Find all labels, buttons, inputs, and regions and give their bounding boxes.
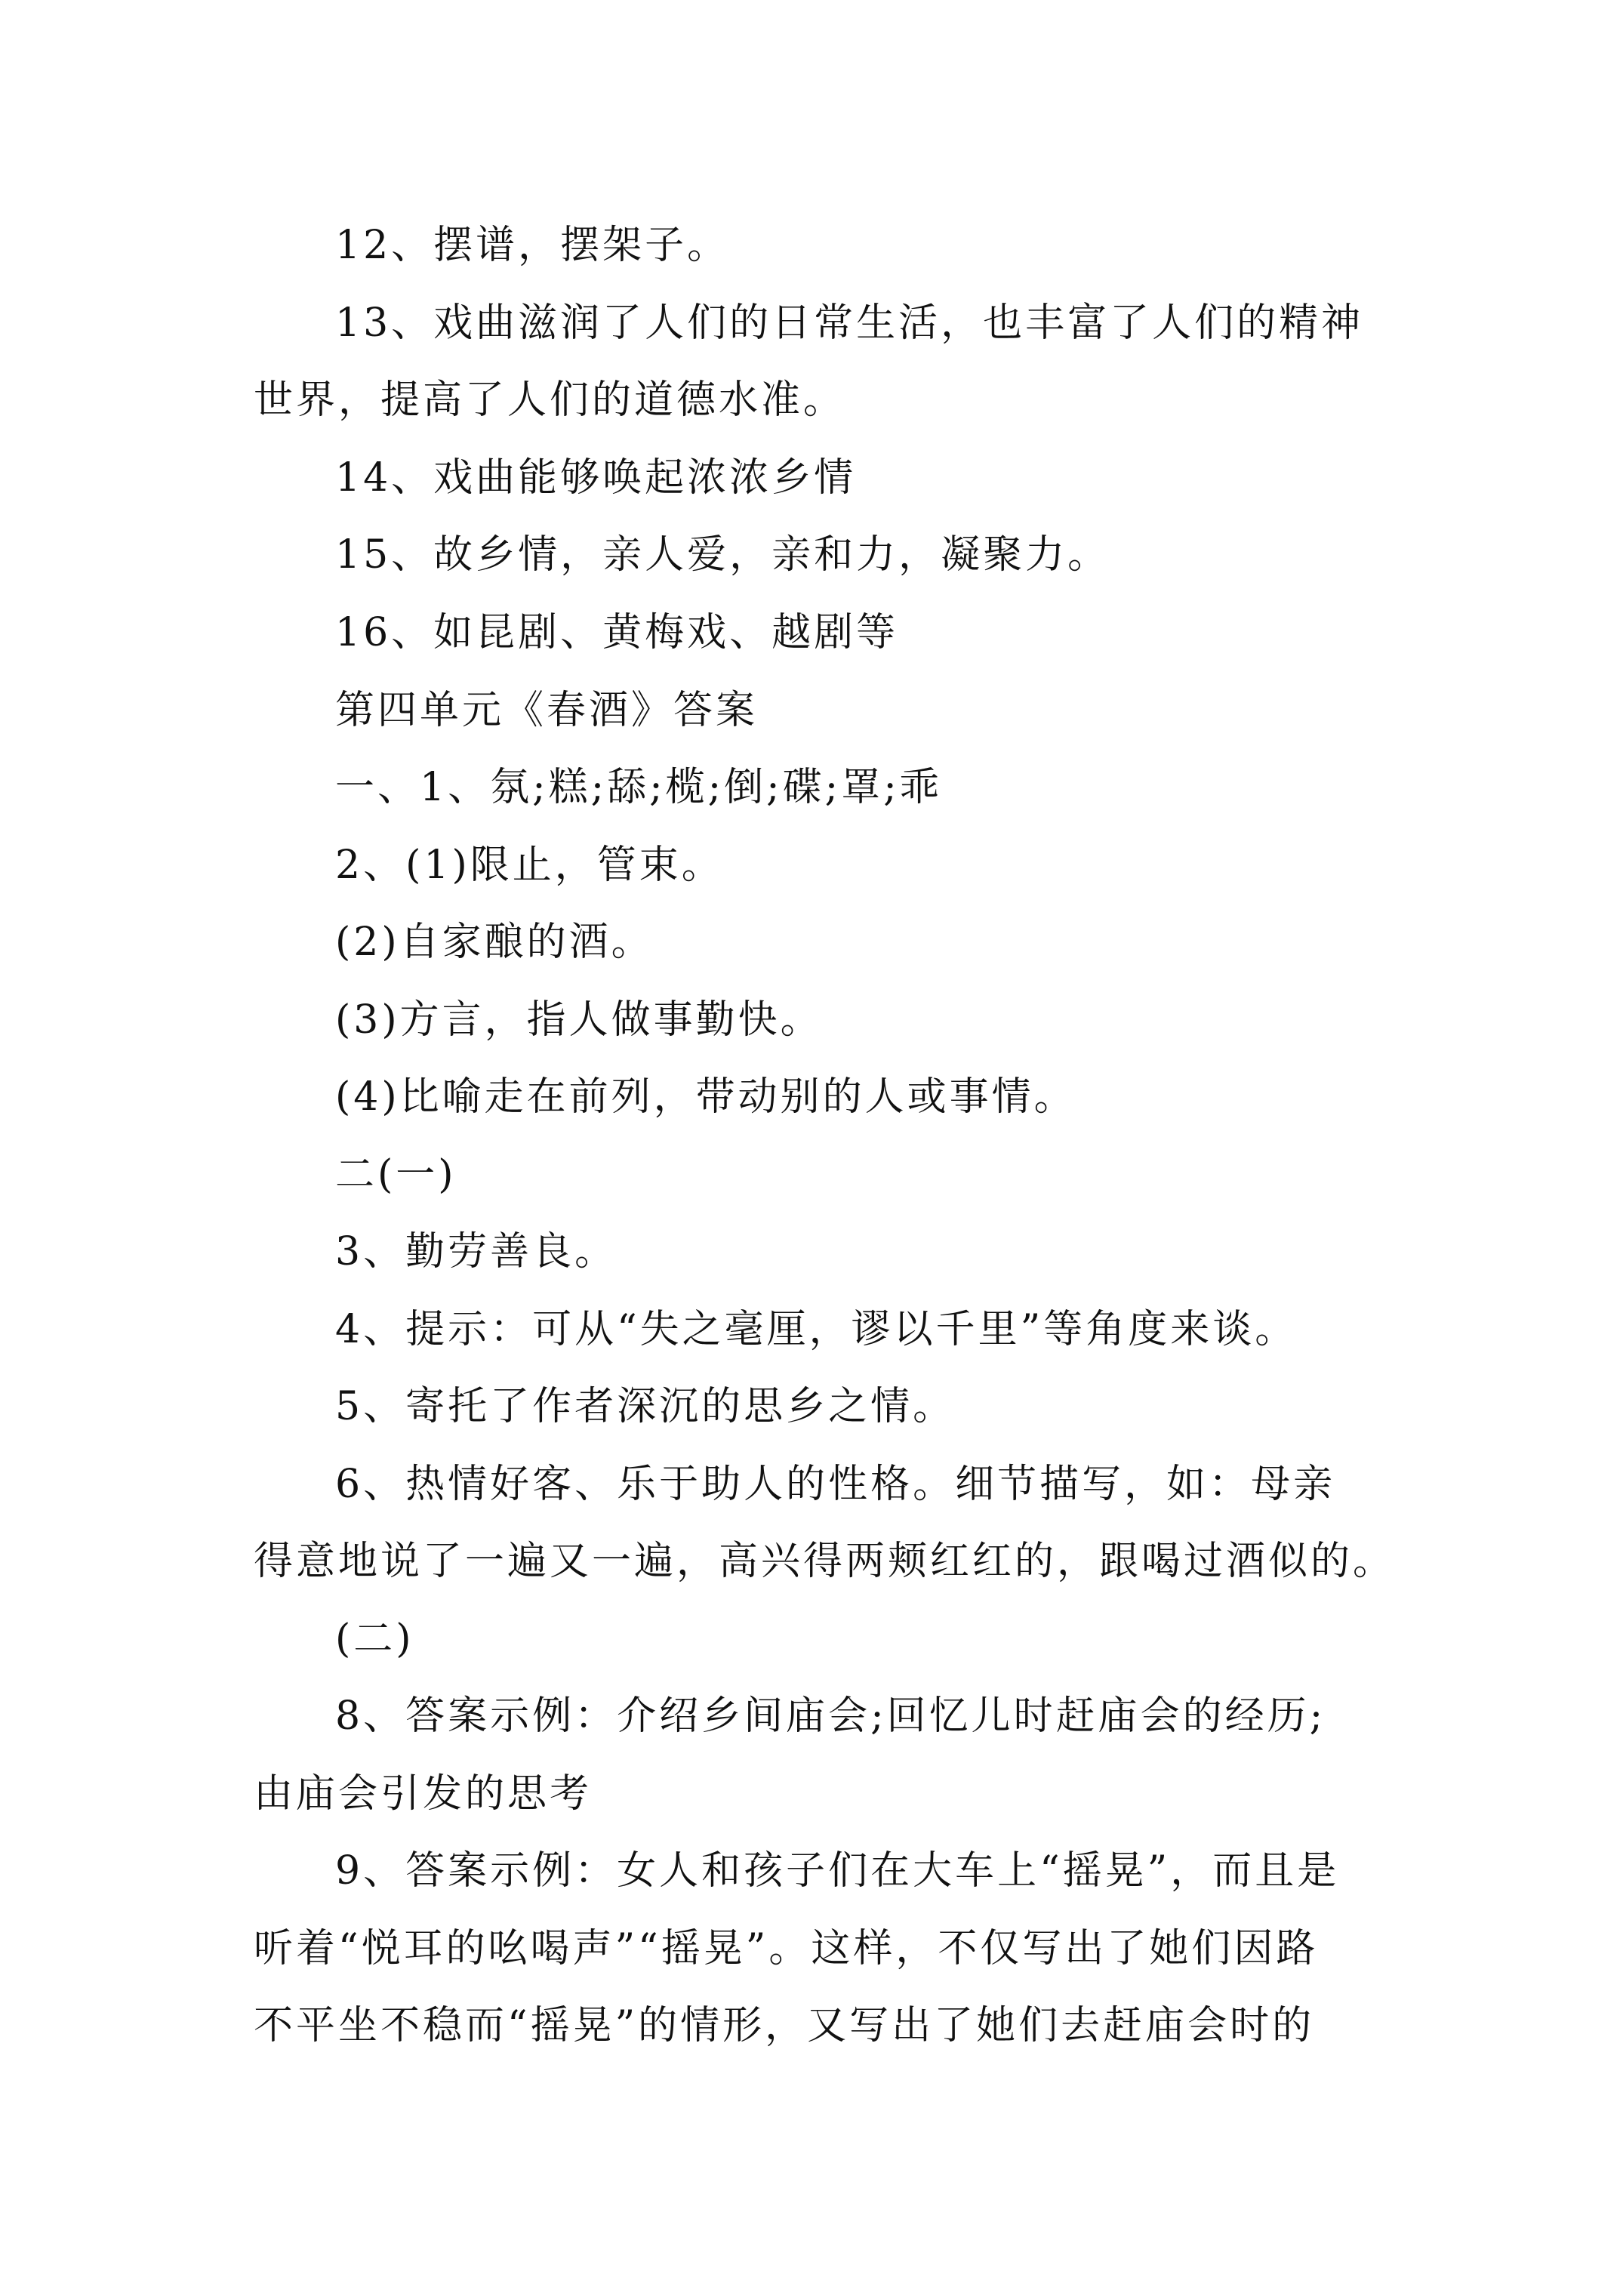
answer-line-1-2-1: 2、(1)限止，管束。 — [335, 843, 724, 888]
answer-line-4: 4、提示：可从“失之毫厘，谬以千里”等角度来谈。 — [335, 1307, 1298, 1352]
answer-line-1-2-2: (2)自家酿的酒。 — [335, 920, 654, 965]
section-two-one: 二(一) — [335, 1152, 457, 1197]
answer-line-12: 12、摆谱，摆架子。 — [335, 223, 730, 268]
answer-line-1-1: 一、1、氛;糕;舔;榄;倒;碟;罩;乖 — [335, 765, 942, 810]
answer-line-6: 6、热情好客、乐于助人的性格。细节描写，如：母亲 — [335, 1462, 1336, 1507]
answer-line-9: 9、答案示例：女人和孩子们在大车上“摇晃”，而且是 — [335, 1848, 1340, 1894]
answer-line-8: 8、答案示例：介绍乡间庙会;回忆儿时赶庙会的经历; — [335, 1693, 1326, 1739]
answer-line-1-2-4: (4)比喻走在前列，带动别的人或事情。 — [335, 1074, 1076, 1120]
answer-line-13-cont: 世界，提高了人们的道德水准。 — [254, 378, 846, 423]
answer-line-9-cont-2: 不平坐不稳而“摇晃”的情形，又写出了她们去赶庙会时的 — [254, 2003, 1315, 2048]
answer-line-15: 15、故乡情，亲人爱，亲和力，凝聚力。 — [335, 532, 1110, 578]
answer-line-9-cont-1: 听着“悦耳的吆喝声”“摇晃”。这样，不仅写出了她们因路 — [254, 1926, 1319, 1971]
answer-line-14: 14、戏曲能够唤起浓浓乡情 — [335, 455, 857, 501]
answer-line-5: 5、寄托了作者深沉的思乡之情。 — [335, 1384, 956, 1429]
answer-line-1-2-3: (3)方言，指人做事勤快。 — [335, 997, 823, 1043]
answer-line-8-cont: 由庙会引发的思考 — [254, 1771, 593, 1817]
section-two-two: (二) — [335, 1616, 414, 1662]
answer-line-13: 13、戏曲滋润了人们的日常生活，也丰富了人们的精神 — [335, 300, 1364, 346]
answer-line-3: 3、勤劳善良。 — [335, 1229, 617, 1274]
answer-line-6-cont: 得意地说了一遍又一遍，高兴得两颊红红的，跟喝过酒似的。 — [254, 1539, 1396, 1584]
section-heading: 第四单元《春酒》答案 — [335, 688, 759, 733]
answer-line-16: 16、如昆剧、黄梅戏、越剧等 — [335, 610, 899, 655]
